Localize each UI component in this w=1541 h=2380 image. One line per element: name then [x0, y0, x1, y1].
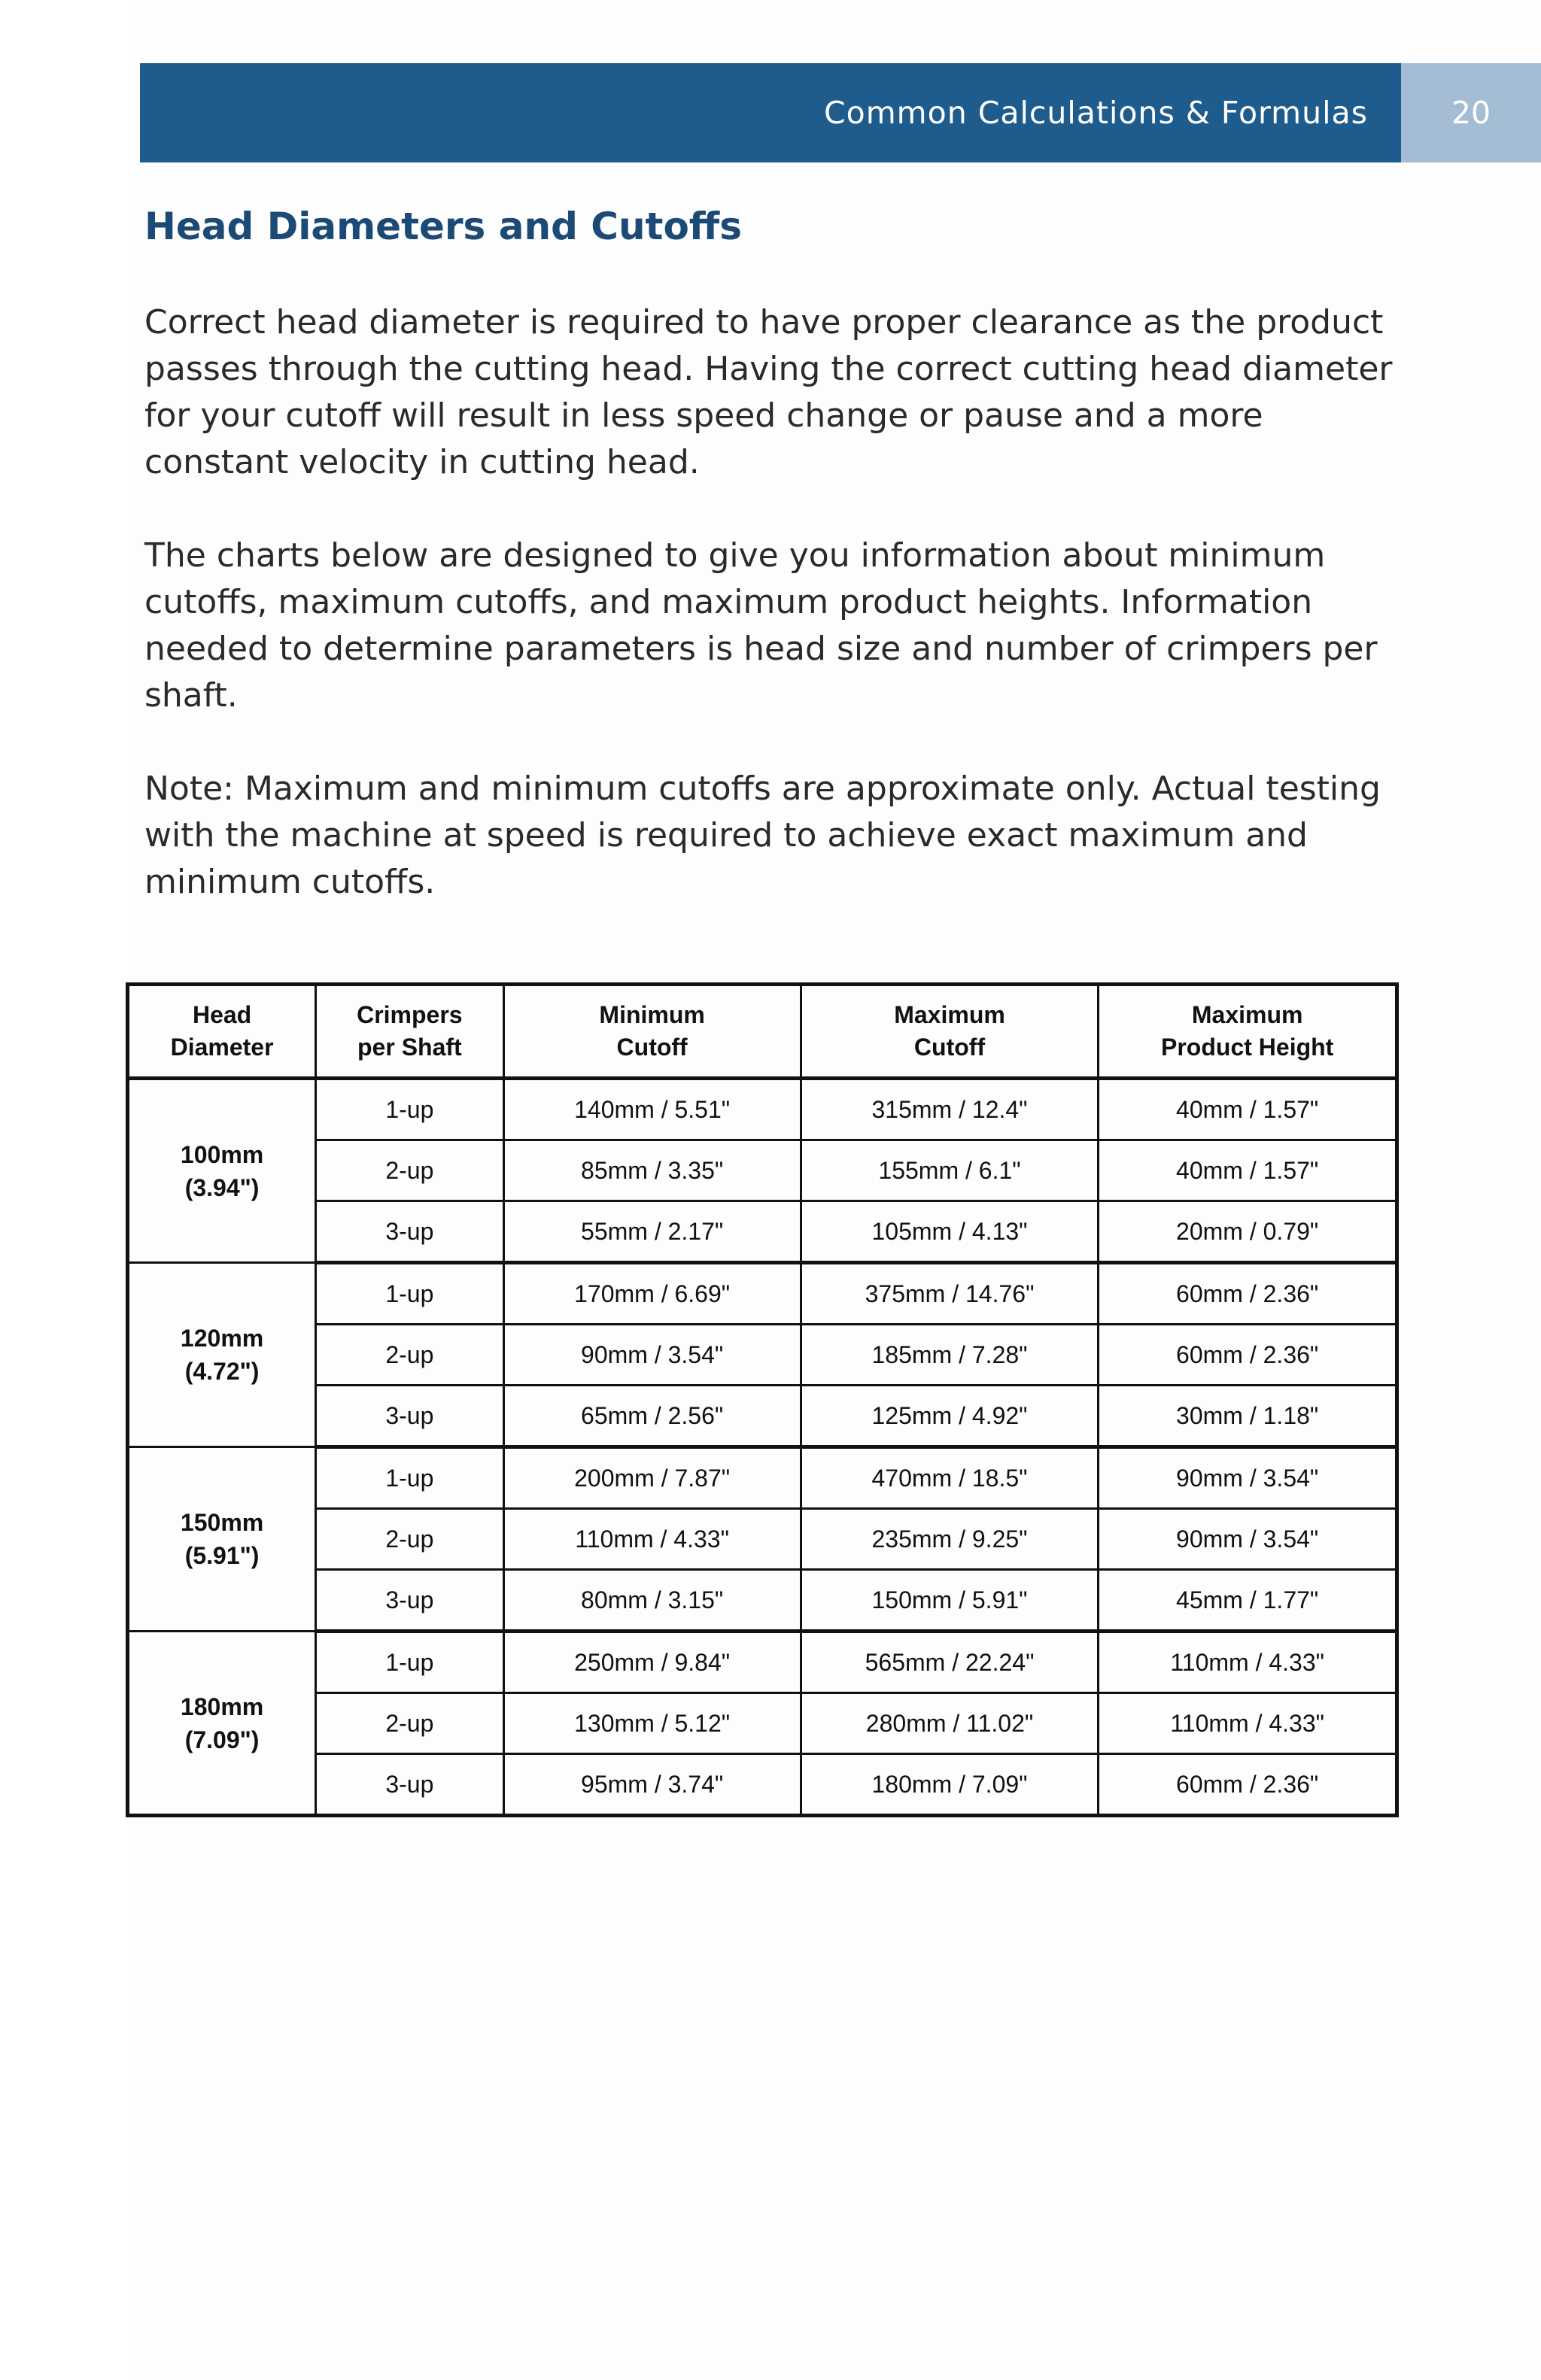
max-height-cell: 30mm / 1.18" — [1099, 1386, 1397, 1447]
max-cutoff-cell: 470mm / 18.5" — [801, 1447, 1099, 1509]
max-cutoff-cell: 185mm / 7.28" — [801, 1325, 1099, 1386]
head-diameter-cell: 180mm (7.09") — [128, 1632, 316, 1816]
min-cutoff-cell: 140mm / 5.51" — [503, 1079, 801, 1140]
min-cutoff-cell: 130mm / 5.12" — [503, 1693, 801, 1754]
min-cutoff-cell: 65mm / 2.56" — [503, 1386, 801, 1447]
min-cutoff-cell: 95mm / 3.74" — [503, 1754, 801, 1816]
table-row — [128, 1447, 1397, 1509]
intro-paragraph: Correct head diameter is required to have proper clearance as the product passes through the cutting head. Having the correct cutting head diameter for your cutoff will result in less speed change or pause and a more constant velocity in cutting head. — [144, 303, 1393, 481]
min-cutoff-cell: 90mm / 3.54" — [503, 1325, 801, 1386]
max-height-cell: 60mm / 2.36" — [1099, 1754, 1397, 1816]
min-cutoff-cell: 85mm / 3.35" — [503, 1140, 801, 1201]
min-cutoff-cell: 55mm / 2.17" — [503, 1201, 801, 1263]
max-cutoff-cell: 105mm / 4.13" — [801, 1201, 1099, 1263]
max-height-cell: 90mm / 3.54" — [1099, 1509, 1397, 1570]
table-row — [128, 1079, 1397, 1140]
min-cutoff-cell: 80mm / 3.15" — [503, 1570, 801, 1632]
crimpers-cell: 3-up — [316, 1201, 503, 1263]
min-cutoff-cell: 250mm / 9.84" — [503, 1632, 801, 1693]
crimpers-cell: 1-up — [316, 1263, 503, 1325]
max-height-cell: 60mm / 2.36" — [1099, 1263, 1397, 1325]
crimpers-cell: 1-up — [316, 1447, 503, 1509]
page-number: 20 — [1401, 63, 1541, 162]
crimpers-cell: 2-up — [316, 1509, 503, 1570]
max-height-cell: 45mm / 1.77" — [1099, 1570, 1397, 1632]
min-cutoff-cell: 200mm / 7.87" — [503, 1447, 801, 1509]
head-diameter-table — [126, 982, 1399, 1817]
head-diameter-cell: 120mm (4.72") — [128, 1263, 316, 1447]
table-row — [128, 1570, 1397, 1632]
crimpers-cell: 3-up — [316, 1570, 503, 1632]
min-cutoff-cell: 170mm / 6.69" — [503, 1263, 801, 1325]
max-cutoff-cell: 180mm / 7.09" — [801, 1754, 1099, 1816]
table-header-row — [128, 985, 1397, 1079]
head-diameter-cell: 150mm (5.91") — [128, 1447, 316, 1632]
table-row — [128, 1509, 1397, 1570]
crimpers-cell: 2-up — [316, 1325, 503, 1386]
crimpers-cell: 2-up — [316, 1140, 503, 1201]
table-row — [128, 1693, 1397, 1754]
max-cutoff-cell: 150mm / 5.91" — [801, 1570, 1099, 1632]
header-head-diameter: Head Diameter — [128, 985, 316, 1079]
max-height-cell: 20mm / 0.79" — [1099, 1201, 1397, 1263]
max-cutoff-cell: 315mm / 12.4" — [801, 1079, 1099, 1140]
max-height-cell: 40mm / 1.57" — [1099, 1079, 1397, 1140]
crimpers-cell: 3-up — [316, 1386, 503, 1447]
table-row — [128, 1386, 1397, 1447]
max-cutoff-cell: 565mm / 22.24" — [801, 1632, 1099, 1693]
max-height-cell: 40mm / 1.57" — [1099, 1140, 1397, 1201]
crimpers-cell: 2-up — [316, 1693, 503, 1754]
section-heading: Head Diameters and Cutoffs — [144, 205, 743, 248]
table-row — [128, 1632, 1397, 1693]
header-title: Common Calculations & Formulas — [824, 95, 1368, 131]
charts-paragraph: The charts below are designed to give you information about minimum cutoffs, maximum cutoffs, and maximum product heights. Information needed to determine parameters is head size and number of crimpers per shaft. — [144, 536, 1378, 715]
max-cutoff-cell: 375mm / 14.76" — [801, 1263, 1099, 1325]
note-paragraph: Note: Maximum and minimum cutoffs are approximate only. Actual testing with the machine at speed is required to achieve exact maximum and minimum cutoffs. — [144, 770, 1381, 901]
crimpers-cell: 3-up — [316, 1754, 503, 1816]
table-row — [128, 1201, 1397, 1263]
header-minimum-cutoff: Minimum Cutoff — [503, 985, 801, 1079]
max-height-cell: 110mm / 4.33" — [1099, 1693, 1397, 1754]
max-height-cell: 60mm / 2.36" — [1099, 1325, 1397, 1386]
table-row — [128, 1263, 1397, 1325]
head-diameter-cell: 100mm (3.94") — [128, 1079, 316, 1263]
header-bar — [140, 63, 1401, 162]
table-row — [128, 1325, 1397, 1386]
max-height-cell: 110mm / 4.33" — [1099, 1632, 1397, 1693]
table-row — [128, 1140, 1397, 1201]
crimpers-cell: 1-up — [316, 1632, 503, 1693]
max-cutoff-cell: 125mm / 4.92" — [801, 1386, 1099, 1447]
header-maximum-cutoff: Maximum Cutoff — [801, 985, 1099, 1079]
max-height-cell: 90mm / 3.54" — [1099, 1447, 1397, 1509]
max-cutoff-cell: 155mm / 6.1" — [801, 1140, 1099, 1201]
crimpers-cell: 1-up — [316, 1079, 503, 1140]
min-cutoff-cell: 110mm / 4.33" — [503, 1509, 801, 1570]
header-crimpers-per-shaft: Crimpers per Shaft — [316, 985, 503, 1079]
max-cutoff-cell: 280mm / 11.02" — [801, 1693, 1099, 1754]
max-cutoff-cell: 235mm / 9.25" — [801, 1509, 1099, 1570]
header-maximum-product-height: Maximum Product Height — [1099, 985, 1397, 1079]
table-row — [128, 1754, 1397, 1816]
